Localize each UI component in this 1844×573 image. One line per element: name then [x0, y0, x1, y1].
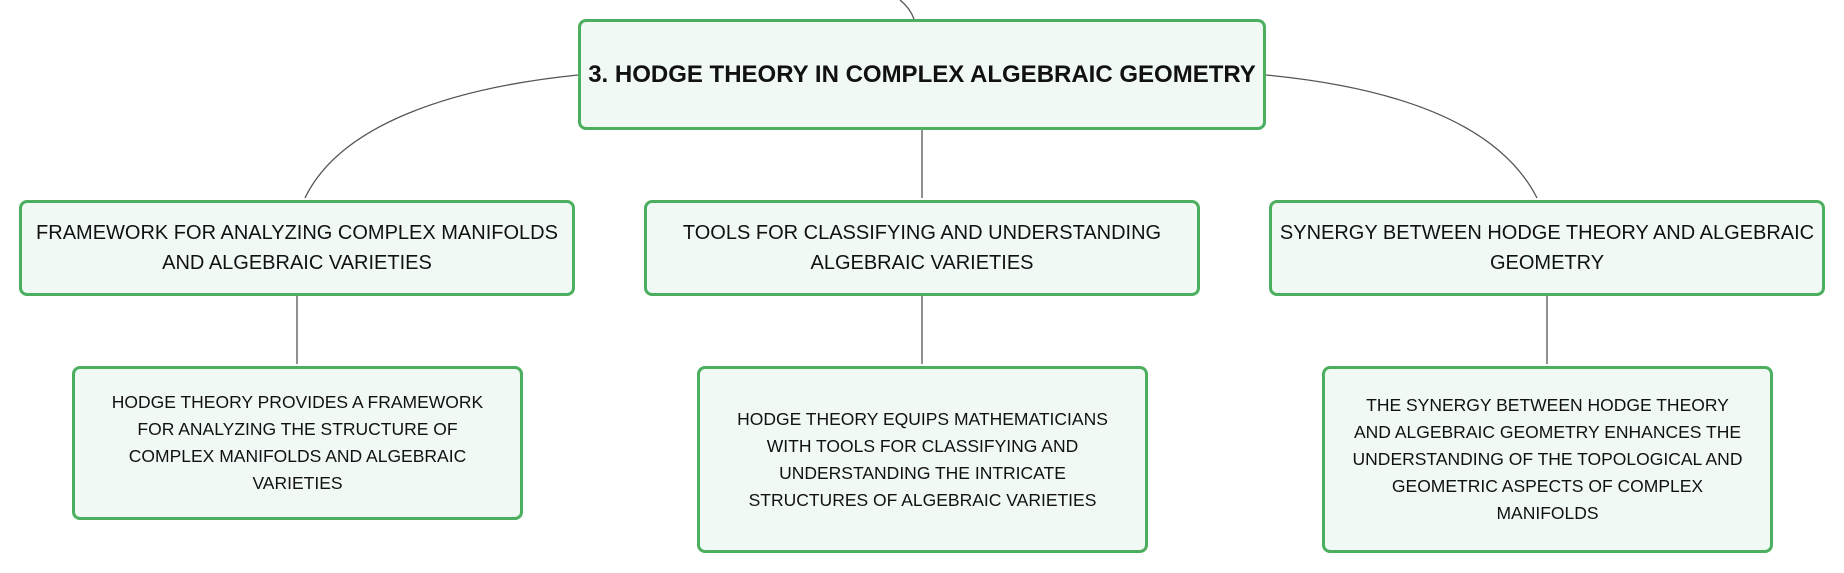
branch-node-tools[interactable] [644, 200, 1200, 296]
branch-node-label: SYNERGY BETWEEN HODGE THEORY AND ALGEBRAIC GEOMETRY [1279, 222, 1815, 274]
connector-parent-to-root [900, 0, 914, 19]
root-node[interactable] [578, 19, 1266, 130]
root-node-label: 3. HODGE THEORY IN COMPLEX ALGEBRAIC GEOMETRY [588, 60, 1256, 88]
detail-node-tools[interactable] [697, 366, 1148, 553]
detail-node-text: HODGE THEORY PROVIDES A FRAMEWORK FOR ANALYZING THE STRUCTURE OF COMPLEX MANIFOLDS AND ALGEBRAIC VARIETIES [111, 392, 484, 493]
detail-node-text: HODGE THEORY EQUIPS MATHEMATICIANS WITH TOOLS FOR CLASSIFYING AND UNDERSTANDING THE INTRICATE STRUCTURES OF ALGEBRAIC VARIETIES [737, 408, 1108, 510]
branch-node-label: FRAMEWORK FOR ANALYZING COMPLEX MANIFOLDS AND ALGEBRAIC VARIETIES [36, 222, 558, 274]
branch-node-label: TOOLS FOR CLASSIFYING AND UNDERSTANDING ALGEBRAIC VARIETIES [682, 222, 1162, 274]
branch-node-synergy[interactable] [1269, 200, 1825, 296]
branch-node-framework[interactable] [19, 200, 575, 296]
connector-root-to-branch-2 [1266, 75, 1537, 198]
connector-root-to-branch-0 [305, 75, 578, 198]
detail-node-synergy[interactable] [1322, 366, 1773, 553]
detail-node-text: THE SYNERGY BETWEEN HODGE THEORY AND ALGEBRAIC GEOMETRY ENHANCES THE UNDERSTANDING OF THE TOPOLOGICAL AND GEOMETRIC ASPECTS OF COMPLEX MANIFOLDS [1352, 395, 1743, 523]
detail-node-framework[interactable] [72, 366, 523, 520]
